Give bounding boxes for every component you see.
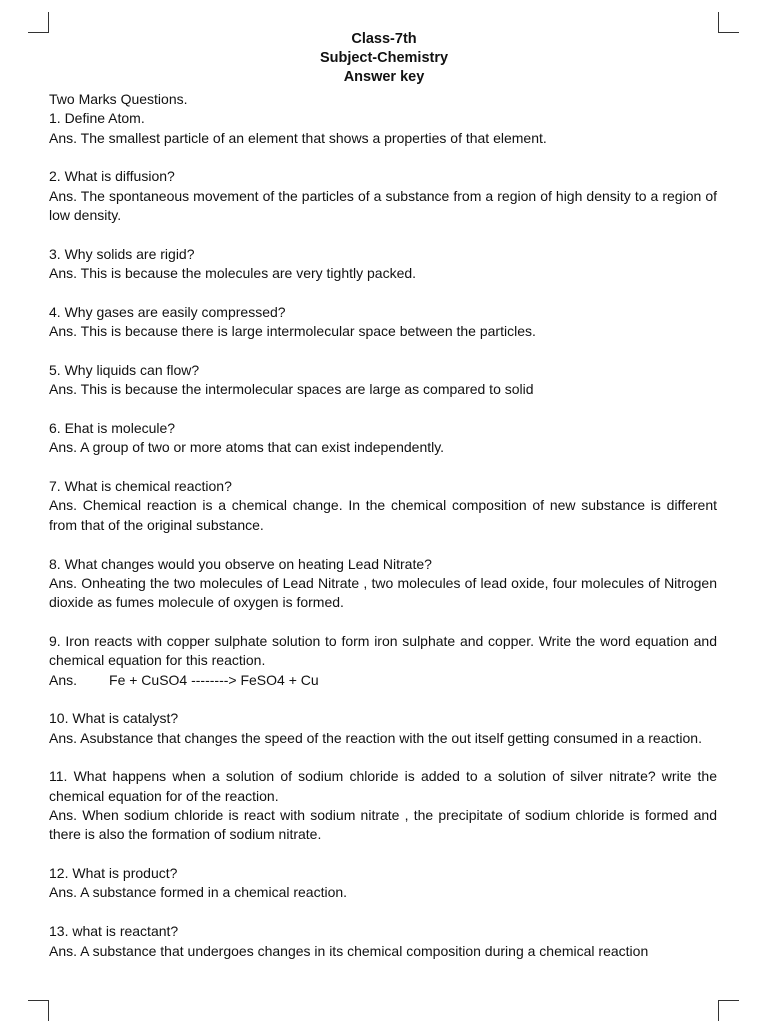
crop-mark-bottom-left (28, 1000, 49, 1021)
qa-item-7 (49, 477, 717, 535)
question: 6. Ehat is molecule? (49, 420, 176, 437)
answer: Ans. When sodium chloride is react with sodium nitrate , the precipitate of sodium chloride is formed and there is also the formation of sodium nitrate. (49, 807, 717, 843)
answer: Ans. This is because there is large intermolecular space between the particles. (49, 323, 536, 340)
question: 12. What is product? (49, 865, 178, 882)
answer: Ans. This is because the molecules are very tightly packed. (49, 265, 417, 282)
document-header (0, 30, 768, 87)
question: 4. Why gases are easily compressed? (49, 303, 286, 320)
qa-item-9 (49, 632, 717, 690)
answer: Ans. Onheating the two molecules of Lead Nitrate , two molecules of lead oxide, four molecules of Nitrogen dioxide as fumes molecule of oxygen is formed. (49, 574, 717, 611)
qa-item-12 (49, 864, 717, 903)
qa-item-8 (49, 555, 717, 613)
class-heading: Class-7th (351, 31, 417, 47)
section-title: Two Marks Questions. (49, 91, 188, 107)
qa-item-5 (49, 361, 717, 400)
answer: Ans. Chemical reaction is a chemical change. In the chemical composition of new substance is different from that of the original substance. (49, 497, 717, 533)
answer: Ans. A substance formed in a chemical reaction. (49, 884, 348, 901)
chemical-equation: Fe + CuSO4 --------> FeSO4 + Cu (109, 671, 319, 688)
qa-item-1 (49, 109, 717, 148)
question: 13. what is reactant? (49, 923, 179, 940)
question: 11. What happens when a solution of sodium chloride is added to a solution of silver nitrate? write the chemical equation for of the reaction. (49, 768, 717, 804)
question: 9. Iron reacts with copper sulphate solution to form iron sulphate and copper. Write the word equation and chemical equation for this reaction. (49, 632, 717, 669)
answer: Ans. A substance that undergoes changes in its chemical composition during a chemical reaction (49, 942, 649, 959)
question: 8. What changes would you observe on heating Lead Nitrate? (49, 555, 432, 572)
answer: Ans. Asubstance that changes the speed of the reaction with the out itself getting consumed in a reaction. (49, 729, 702, 746)
answer: Ans. The smallest particle of an element that shows a properties of that element. (49, 129, 547, 146)
answer-equation-line (49, 671, 717, 690)
answer: Ans. A group of two or more atoms that can exist independently. (49, 439, 445, 456)
crop-mark-bottom-right (718, 1000, 739, 1021)
answer-key-heading: Answer key (343, 69, 425, 85)
qa-content (49, 90, 717, 980)
qa-item-13 (49, 922, 717, 961)
subject-heading: Subject-Chemistry (319, 50, 449, 66)
qa-item-6 (49, 419, 717, 458)
question: 10. What is catalyst? (49, 710, 179, 727)
question: 1. Define Atom. (49, 110, 145, 127)
qa-item-4 (49, 303, 717, 342)
question: 3. Why solids are rigid? (49, 245, 195, 262)
qa-item-2 (49, 167, 717, 225)
qa-item-3 (49, 245, 717, 284)
question: 5. Why liquids can flow? (49, 361, 200, 378)
qa-item-11 (49, 767, 717, 844)
answer: Ans. This is because the intermolecular spaces are large as compared to solid (49, 381, 534, 398)
question: 7. What is chemical reaction? (49, 478, 232, 495)
question: 2. What is diffusion? (49, 168, 175, 185)
answer: Ans. The spontaneous movement of the particles of a substance from a region of high density to a region of low density. (49, 187, 717, 223)
answer-prefix: Ans. (49, 671, 78, 688)
qa-item-10 (49, 709, 717, 748)
